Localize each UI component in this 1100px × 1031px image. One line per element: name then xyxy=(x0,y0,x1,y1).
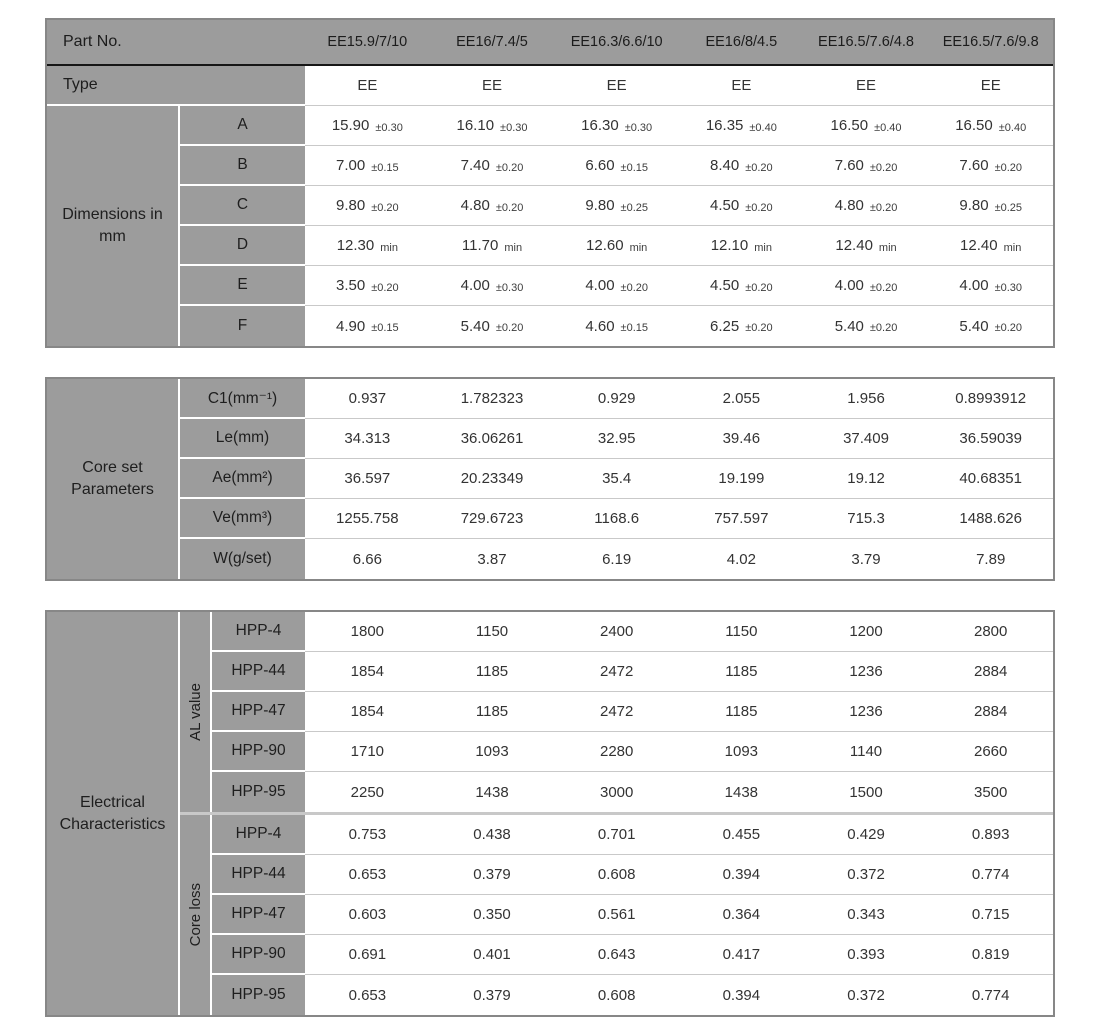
electrical-value-cell: 2400 xyxy=(554,612,679,652)
tolerance: min xyxy=(878,241,897,254)
part-number: EE16.5/7.6/4.8 xyxy=(818,34,914,50)
al-value-group-cell xyxy=(180,612,212,812)
dimension-value-cell xyxy=(430,186,555,226)
tolerance: ±0.40 xyxy=(749,121,777,134)
value: 12.40 xyxy=(960,237,998,254)
dimension-value-cell xyxy=(804,266,929,306)
hpp-row-label: HPP-90 xyxy=(212,935,305,975)
value: 4.80 xyxy=(834,197,864,214)
hpp-row-label: HPP-47 xyxy=(212,692,305,732)
value: 4.90 xyxy=(336,317,366,335)
value: 12.60 xyxy=(586,237,624,254)
al-value-row xyxy=(212,732,1053,772)
dimension-value-cell xyxy=(679,226,804,266)
tolerance: min xyxy=(380,241,398,254)
electrical-value-cell: 0.394 xyxy=(679,855,804,895)
tolerance: ±0.20 xyxy=(371,281,399,294)
electrical-value-cell: 0.429 xyxy=(804,815,929,855)
parameter-value-cell: 32.95 xyxy=(554,419,679,459)
core-loss-row xyxy=(212,815,1053,855)
parameter-value-cell: 1.956 xyxy=(804,379,929,419)
dimension-value-cell xyxy=(554,186,679,226)
value: 12.30 xyxy=(336,237,375,254)
parameter-value-cell: 34.313 xyxy=(305,419,430,459)
tolerance: ±0.25 xyxy=(620,201,648,214)
electrical-value-cell: 0.561 xyxy=(554,895,679,935)
tolerance: ±0.40 xyxy=(998,121,1027,134)
parameter-value-cell: 3.79 xyxy=(851,550,881,568)
dimension-value-cell xyxy=(554,266,679,306)
parameter-value-cell: 35.4 xyxy=(554,459,679,499)
hpp-row-label: HPP-95 xyxy=(212,975,305,1015)
part-number: EE15.9/7/10 xyxy=(327,34,408,50)
electrical-value-cell: 1185 xyxy=(430,652,555,692)
dimensions-body xyxy=(47,106,1053,346)
parameter-value-cell: 6.19 xyxy=(602,550,632,568)
value: 4.50 xyxy=(710,197,740,214)
electrical-value-cell: 1185 xyxy=(679,692,804,732)
parameter-value-cell: 39.46 xyxy=(679,419,804,459)
parameter-value-cell: 729.6723 xyxy=(430,499,555,539)
tolerance: ±0.30 xyxy=(495,281,524,294)
dimension-value-cell xyxy=(679,306,804,346)
dimension-value-cell xyxy=(804,306,929,346)
part-no-header-label: Part No. xyxy=(63,33,122,50)
dimension-value-cell xyxy=(430,106,555,146)
dimension-value-cell xyxy=(430,226,555,266)
tolerance: ±0.30 xyxy=(994,281,1023,294)
tolerance: ±0.20 xyxy=(745,201,773,214)
dimensions-table xyxy=(45,18,1055,348)
dimension-row-label: B xyxy=(180,146,305,186)
electrical-value-cell: 1854 xyxy=(305,652,430,692)
value: 15.90 xyxy=(331,117,370,134)
core-set-table xyxy=(45,377,1055,581)
value: 16.10 xyxy=(456,117,495,134)
al-value-row xyxy=(212,652,1053,692)
value: 9.80 xyxy=(959,197,989,214)
dimension-row-label: D xyxy=(180,226,305,266)
parameter-value-cell: 36.06261 xyxy=(430,419,555,459)
tolerance: min xyxy=(504,241,523,254)
dimension-value-cell xyxy=(430,146,555,186)
electrical-value-cell: 0.393 xyxy=(804,935,929,975)
dimension-value-cell xyxy=(305,186,430,226)
parameter-label: C1(mm⁻¹) xyxy=(180,379,305,419)
dimension-row xyxy=(180,186,1053,226)
dimension-row-label: F xyxy=(180,306,305,346)
electrical-value-cell: 0.608 xyxy=(554,855,679,895)
electrical-value-cell: 1185 xyxy=(679,652,804,692)
tolerance: ±0.30 xyxy=(624,121,653,134)
value: 12.10 xyxy=(710,237,749,254)
dimension-value-cell xyxy=(679,266,804,306)
tolerance: ±0.15 xyxy=(620,161,648,174)
dimension-row xyxy=(180,146,1053,186)
tolerance: ±0.20 xyxy=(869,281,898,294)
electrical-value-cell: 2800 xyxy=(928,612,1053,652)
value: 9.80 xyxy=(585,197,615,214)
core-set-row xyxy=(180,379,1053,419)
part-no-header-row xyxy=(47,20,1053,66)
value: 4.00 xyxy=(959,277,989,294)
value: 7.60 xyxy=(834,157,864,174)
electrical-value-cell: 2472 xyxy=(554,692,679,732)
electrical-value-cell: 1438 xyxy=(724,783,759,801)
value: 4.00 xyxy=(460,277,490,294)
value: 9.80 xyxy=(336,197,366,214)
parameter-value-cell: 0.8993912 xyxy=(928,379,1053,419)
electrical-value-cell: 0.715 xyxy=(928,895,1053,935)
value: 16.50 xyxy=(955,117,993,134)
dimension-value-cell xyxy=(305,146,430,186)
parameter-value-cell: 19.199 xyxy=(679,459,804,499)
type-label: Type xyxy=(47,66,305,106)
electrical-value-cell: 2280 xyxy=(554,732,679,772)
dimension-row xyxy=(180,266,1053,306)
tolerance: ±0.20 xyxy=(745,281,773,294)
value: 4.00 xyxy=(834,277,864,294)
dimension-value-cell xyxy=(554,226,679,266)
tolerance: ±0.40 xyxy=(874,121,902,134)
dimension-value-cell xyxy=(679,186,804,226)
parameter-value-cell: 1488.626 xyxy=(928,499,1053,539)
al-value-row xyxy=(212,612,1053,652)
electrical-value-cell: 0.364 xyxy=(679,895,804,935)
parameter-label: Ae(mm²) xyxy=(180,459,305,499)
dimension-value-cell xyxy=(928,226,1053,266)
dimension-value-cell xyxy=(928,186,1053,226)
tolerance: ±0.20 xyxy=(495,322,524,334)
electrical-value-cell: 1093 xyxy=(679,732,804,772)
dimension-row-label: A xyxy=(180,106,305,146)
electrical-value-cell: 3500 xyxy=(974,783,1008,801)
parameter-value-cell: 1.782323 xyxy=(430,379,555,419)
electrical-value-cell: 1140 xyxy=(804,732,929,772)
part-number: EE16/7.4/5 xyxy=(456,34,528,50)
type-value-cell: EE xyxy=(928,66,1053,106)
electrical-value-cell: 1236 xyxy=(804,652,929,692)
type-value-cell: EE xyxy=(804,66,929,106)
core-loss-section xyxy=(180,815,1053,1015)
electrical-value-cell: 0.603 xyxy=(305,895,430,935)
electrical-value-cell: 0.438 xyxy=(430,815,555,855)
tolerance: ±0.20 xyxy=(495,201,524,214)
dimension-value-cell xyxy=(305,106,430,146)
tolerance: ±0.20 xyxy=(869,201,898,214)
hpp-row-label: HPP-44 xyxy=(212,652,305,692)
electrical-value-cell: 1236 xyxy=(804,692,929,732)
dimension-value-cell xyxy=(804,226,929,266)
parameter-value-cell: 0.937 xyxy=(305,379,430,419)
dimension-value-cell xyxy=(804,106,929,146)
core-set-group-label: Core set Parameters xyxy=(47,379,180,579)
electrical-value-cell: 0.701 xyxy=(554,815,679,855)
dimension-row xyxy=(180,306,1053,346)
electrical-value-cell: 2884 xyxy=(928,652,1053,692)
dimensions-group-label: Dimensions in mm xyxy=(47,106,180,346)
value: 16.50 xyxy=(830,117,869,134)
al-value-row xyxy=(212,692,1053,732)
tolerance: ±0.25 xyxy=(994,201,1023,214)
parameter-value-cell: 36.59039 xyxy=(928,419,1053,459)
dimension-row xyxy=(180,226,1053,266)
electrical-value-cell: 0.350 xyxy=(430,895,555,935)
electrical-value-cell: 1150 xyxy=(430,612,555,652)
value: 3.50 xyxy=(336,277,366,294)
tolerance: ±0.20 xyxy=(495,161,524,174)
parameter-value-cell: 6.66 xyxy=(352,550,382,568)
tolerance: min xyxy=(629,241,648,254)
parameter-value-cell: 4.02 xyxy=(726,550,756,568)
electrical-value-cell: 2884 xyxy=(928,692,1053,732)
type-value-cell: EE xyxy=(679,66,804,106)
value: 11.70 xyxy=(461,237,499,254)
core-loss-row xyxy=(212,895,1053,935)
tolerance: ±0.20 xyxy=(994,161,1023,174)
value: 12.40 xyxy=(835,237,873,254)
parameter-value-cell: 20.23349 xyxy=(430,459,555,499)
electrical-value-cell: 0.379 xyxy=(430,855,555,895)
value: 16.35 xyxy=(705,117,744,134)
parameter-value-cell: 757.597 xyxy=(679,499,804,539)
al-value-row xyxy=(212,772,1053,812)
electrical-value-cell: 1093 xyxy=(430,732,555,772)
value: 8.40 xyxy=(710,157,740,174)
tolerance: ±0.20 xyxy=(869,322,898,334)
dimension-value-cell xyxy=(928,106,1053,146)
electrical-value-cell: 0.372 xyxy=(804,855,929,895)
electrical-group-label: Electrical Characteristics xyxy=(47,612,180,1015)
value: 5.40 xyxy=(460,317,490,335)
value: 5.40 xyxy=(959,317,989,335)
electrical-value-cell: 1185 xyxy=(430,692,555,732)
parameter-label: Ve(mm³) xyxy=(180,499,305,539)
part-number: EE16.5/7.6/9.8 xyxy=(942,34,1039,50)
core-loss-row xyxy=(212,975,1053,1015)
value: 4.60 xyxy=(585,317,615,335)
tolerance: min xyxy=(754,241,772,254)
electrical-value-cell: 2250 xyxy=(350,783,385,801)
electrical-value-cell: 1200 xyxy=(804,612,929,652)
electrical-value-cell: 0.401 xyxy=(430,935,555,975)
dimension-value-cell xyxy=(679,146,804,186)
electrical-value-cell: 0.653 xyxy=(348,986,387,1004)
tolerance: ±0.20 xyxy=(994,322,1023,334)
tolerance: ±0.20 xyxy=(371,201,399,214)
tolerance: min xyxy=(1003,241,1022,254)
tolerance: ±0.30 xyxy=(375,121,403,134)
tolerance: ±0.20 xyxy=(869,161,898,174)
tolerance: ±0.15 xyxy=(371,322,399,334)
value: 4.80 xyxy=(460,197,490,214)
dimension-value-cell xyxy=(305,226,430,266)
dimension-value-cell xyxy=(430,306,555,346)
electrical-value-cell: 0.753 xyxy=(305,815,430,855)
electrical-value-cell: 0.774 xyxy=(928,855,1053,895)
electrical-value-cell: 0.455 xyxy=(679,815,804,855)
electrical-value-cell: 0.372 xyxy=(847,986,885,1004)
electrical-value-cell: 1854 xyxy=(305,692,430,732)
value: 6.25 xyxy=(710,317,740,335)
parameter-value-cell: 37.409 xyxy=(804,419,929,459)
core-loss-row xyxy=(212,855,1053,895)
electrical-value-cell: 0.417 xyxy=(679,935,804,975)
electrical-value-cell: 0.893 xyxy=(928,815,1053,855)
electrical-value-cell: 2472 xyxy=(554,652,679,692)
dimension-value-cell xyxy=(554,146,679,186)
dimension-value-cell xyxy=(804,146,929,186)
dimension-value-cell xyxy=(928,306,1053,346)
dimension-row-label: E xyxy=(180,266,305,306)
hpp-row-label: HPP-44 xyxy=(212,855,305,895)
hpp-row-label: HPP-4 xyxy=(212,612,305,652)
dimension-value-cell xyxy=(305,266,430,306)
parameter-value-cell: 19.12 xyxy=(804,459,929,499)
hpp-row-label: HPP-47 xyxy=(212,895,305,935)
parameter-value-cell: 7.89 xyxy=(976,550,1006,568)
core-set-row xyxy=(180,539,1053,579)
parameter-value-cell: 0.929 xyxy=(554,379,679,419)
core-set-row xyxy=(180,419,1053,459)
part-number: EE16/8/4.5 xyxy=(705,34,778,50)
electrical-value-cell: 1710 xyxy=(305,732,430,772)
parameter-value-cell: 36.597 xyxy=(305,459,430,499)
electrical-value-cell: 0.774 xyxy=(971,986,1010,1004)
electrical-value-cell: 0.653 xyxy=(305,855,430,895)
electrical-value-cell: 0.608 xyxy=(597,986,636,1004)
al-value-group-label: AL value xyxy=(186,683,204,741)
tolerance: ±0.20 xyxy=(745,161,773,174)
electrical-value-cell: 0.394 xyxy=(722,986,761,1004)
core-loss-group-label: Core loss xyxy=(186,883,204,947)
dimension-value-cell xyxy=(928,266,1053,306)
value: 7.40 xyxy=(460,157,490,174)
electrical-value-cell: 0.819 xyxy=(928,935,1053,975)
al-value-section xyxy=(180,612,1053,812)
parameter-value-cell: 1168.6 xyxy=(554,499,679,539)
dimension-row xyxy=(180,106,1053,146)
value: 4.50 xyxy=(710,277,740,294)
parameter-value-cell: 2.055 xyxy=(679,379,804,419)
type-value-cell: EE xyxy=(305,66,430,106)
value: 5.40 xyxy=(834,317,864,335)
dimension-value-cell xyxy=(430,266,555,306)
value: 4.00 xyxy=(585,277,615,294)
electrical-table xyxy=(45,610,1055,1017)
parameter-value-cell: 715.3 xyxy=(804,499,929,539)
value: 6.60 xyxy=(585,157,615,174)
core-loss-row xyxy=(212,935,1053,975)
type-value-cell: EE xyxy=(554,66,679,106)
core-set-row xyxy=(180,459,1053,499)
value: 7.60 xyxy=(959,157,989,174)
hpp-row-label: HPP-4 xyxy=(212,815,305,855)
value: 7.00 xyxy=(336,157,366,174)
electrical-value-cell: 1438 xyxy=(475,783,509,801)
dimension-value-cell xyxy=(804,186,929,226)
dimension-value-cell xyxy=(554,306,679,346)
electrical-value-cell: 0.343 xyxy=(804,895,929,935)
tolerance: ±0.20 xyxy=(620,281,648,294)
parameter-value-cell: 1255.758 xyxy=(305,499,430,539)
tolerance: ±0.15 xyxy=(620,322,648,334)
core-set-row xyxy=(180,499,1053,539)
dimension-value-cell xyxy=(679,106,804,146)
electrical-value-cell: 1500 xyxy=(849,783,883,801)
electrical-value-cell: 0.643 xyxy=(554,935,679,975)
hpp-row-label: HPP-90 xyxy=(212,732,305,772)
dimension-value-cell xyxy=(305,306,430,346)
parameter-label: W(g/set) xyxy=(180,539,305,579)
hpp-row-label: HPP-95 xyxy=(212,772,305,812)
electrical-value-cell: 0.379 xyxy=(473,986,511,1004)
parameter-label: Le(mm) xyxy=(180,419,305,459)
electrical-value-cell: 0.691 xyxy=(305,935,430,975)
type-value-cell: EE xyxy=(430,66,555,106)
tolerance: ±0.30 xyxy=(500,121,528,134)
electrical-value-cell: 1150 xyxy=(679,612,804,652)
parameter-value-cell: 3.87 xyxy=(477,550,507,568)
type-row xyxy=(47,66,1053,106)
dimension-value-cell xyxy=(928,146,1053,186)
core-loss-group-cell xyxy=(180,815,212,1015)
part-number: EE16.3/6.6/10 xyxy=(570,34,663,50)
electrical-value-cell: 3000 xyxy=(599,783,634,801)
dimension-row-label: C xyxy=(180,186,305,226)
parameter-value-cell: 40.68351 xyxy=(928,459,1053,499)
dimension-value-cell xyxy=(554,106,679,146)
tolerance: ±0.20 xyxy=(745,322,773,334)
value: 16.30 xyxy=(581,117,619,134)
electrical-value-cell: 1800 xyxy=(305,612,430,652)
tolerance: ±0.15 xyxy=(371,161,399,174)
electrical-value-cell: 2660 xyxy=(928,732,1053,772)
